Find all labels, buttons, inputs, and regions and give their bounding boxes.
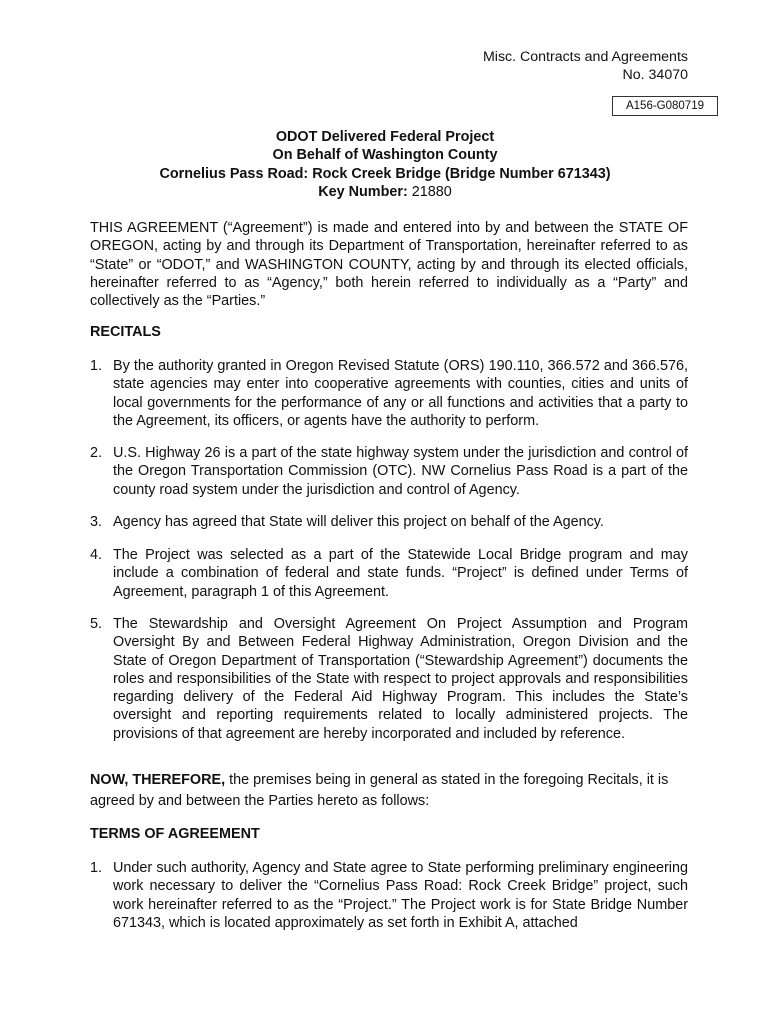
recital-text: U.S. Highway 26 is a part of the state highway system under the jurisdiction and control of the Oregon Transportation Commission (OTC). NW Cornelius Pass Road is a part of the county road system under the jurisdiction and control of Agency. (113, 445, 688, 498)
recital-text: By the authority granted in Oregon Revised Statute (ORS) 190.110, 366.572 and 366.576, state agencies may enter into cooperative agreements with counties, cities and units of local governments for the performance of any or all functions and activities that a party to the Agreement, its officers, or agents have the authority to perform. (113, 358, 688, 429)
contract-number: No. 34070 (622, 67, 688, 83)
term-number: 1. (90, 860, 103, 876)
terms-heading: TERMS OF AGREEMENT (90, 826, 260, 842)
recital-item (90, 513, 688, 531)
term-item (90, 859, 688, 932)
recital-number: 3. (90, 514, 103, 530)
recital-number: 2. (90, 445, 103, 461)
contract-reference (483, 48, 688, 84)
term-text: Under such authority, Agency and State agree to State performing preliminary engineering work necessary to deliver the “Cornelius Pass Road: Rock Creek Bridge” project, such work hereinafter referred to as the “Project.” The Project work is for State Bridge Number 671343, which is located approximately as set forth in Exhibit A, attached (113, 860, 688, 931)
recital-item (90, 444, 688, 499)
recital-text: The Project was selected as a part of the Statewide Local Bridge program and may include a combination of federal and state funds. “Project” is defined under Terms of Agreement, paragraph 1 of this Agreement. (113, 547, 688, 600)
key-number (82, 183, 688, 201)
recital-text: Agency has agreed that State will deliver this project on behalf of the Agency. (113, 514, 604, 530)
title-line-2: On Behalf of Washington County (272, 147, 498, 164)
document-id-box: A156-G080719 (612, 96, 718, 116)
recital-text: The Stewardship and Oversight Agreement On Project Assumption and Program Oversight By and Between Federal Highway Administration, Oregon Division and the State of Oregon Department of Transportation (“Stewardship Agreement”) documents the roles and responsibilities of the State with respect to project approvals and responsibilities regarding delivery of the Federal Aid Highway Program. This includes the State’s oversight and reporting requirements related to locally administered projects. The provisions of that agreement are hereby incorporated and included by reference. (113, 616, 688, 742)
title-line-1: ODOT Delivered Federal Project (275, 129, 495, 145)
now-therefore-paragraph (90, 770, 688, 812)
recitals-heading: RECITALS (90, 324, 161, 340)
recital-number: 5. (90, 616, 103, 632)
intro-paragraph: THIS AGREEMENT (“Agreement”) is made and entered into by and between the STATE OF OREGON, acting by and through its Department of Transportation, hereinafter referred to as “State” or “ODOT,” and WASHINGTON COUNTY, acting by and through its elected officials, hereinafter referred to as “Agency,” both herein referred to individually as a “Party” and collectively as the “Parties.” (90, 220, 688, 310)
recital-number: 4. (90, 547, 103, 563)
key-number-label: Key Number: (318, 183, 408, 200)
key-number-value: 21880 (411, 183, 452, 200)
now-therefore-lead: NOW, THEREFORE, (90, 772, 226, 788)
contract-series: Misc. Contracts and Agreements (482, 49, 688, 65)
recital-item (90, 615, 688, 743)
document-title (82, 128, 688, 201)
recital-item (90, 357, 688, 430)
title-line-3: Cornelius Pass Road: Rock Creek Bridge (Bridge Number 671343) (159, 165, 611, 182)
recital-item (90, 546, 688, 601)
now-therefore-text: the premises being in general as stated in the foregoing Recitals, it is agreed by and between the Parties hereto as follows: (90, 772, 669, 809)
recital-number: 1. (90, 358, 103, 374)
